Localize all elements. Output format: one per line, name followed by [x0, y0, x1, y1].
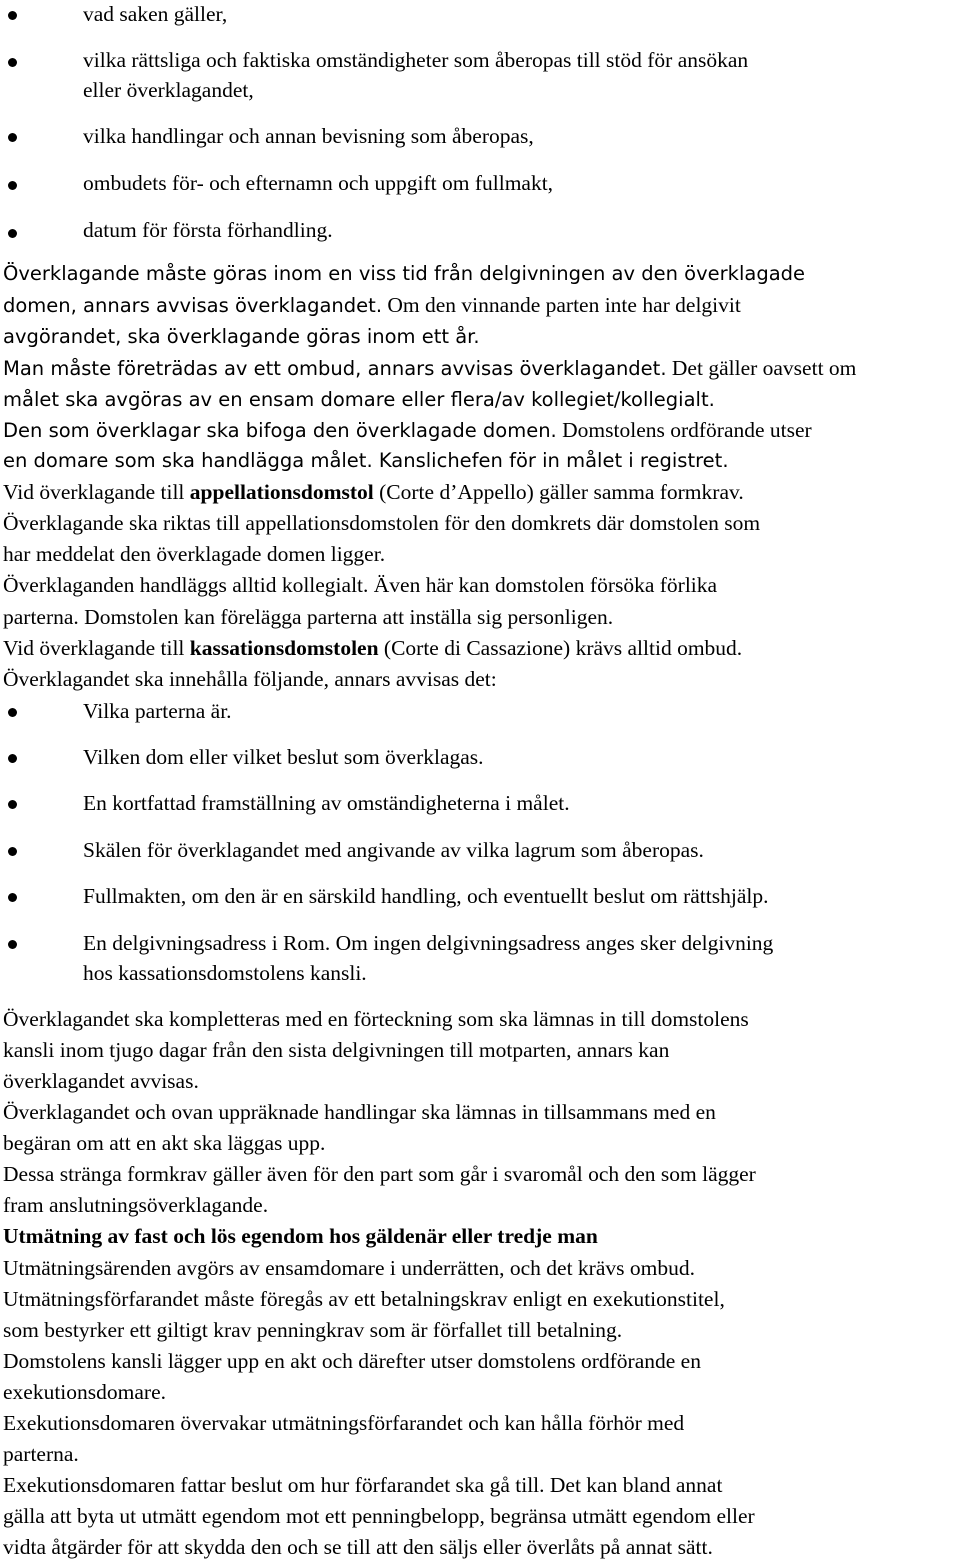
paragraph-line [3, 358, 856, 380]
bold-term: appellationsdomstol [189, 480, 374, 504]
paragraph-line: Exekutionsdomaren fattar beslut om hur förfarandet ska gå till. Det kan bland annat [3, 1473, 723, 1497]
paragraph-line: överklagandet avvisas. [3, 1069, 199, 1093]
paragraph-line [3, 482, 744, 504]
paragraph-line: kansli inom tjugo dagar från den sista delgivningen till motparten, annars kan [3, 1038, 670, 1062]
paragraph-line: som bestyrker ett giltigt krav penningkrav som är förfallet till betalning. [3, 1318, 623, 1342]
list-item-continuation: eller överklagandet, [83, 78, 254, 102]
list-item: vilka rättsliga och faktiska omständigheter som åberopas till stöd för ansökan [83, 48, 749, 72]
list-item: datum för första förhandling. [83, 218, 333, 242]
paragraph-line [3, 638, 742, 660]
text-segment: Man måste företrädas av ett ombud, annars avvisas överklagandet. [3, 357, 667, 380]
bold-term: kassationsdomstolen [189, 636, 379, 660]
bullet-icon [8, 133, 17, 142]
paragraph-line: exekutionsdomare. [3, 1380, 166, 1404]
list-item: En delgivningsadress i Rom. Om ingen delgivningsadress anges sker delgivning [83, 931, 774, 955]
bullet-icon [8, 11, 17, 20]
list-item: Skälen för överklagandet med angivande av vilka lagrum som åberopas. [83, 838, 704, 862]
paragraph-line: Överklagandet och ovan uppräknade handlingar ska lämnas in tillsammans med en [3, 1100, 716, 1124]
paragraph-line: Dessa stränga formkrav gäller även för den part som går i svaromål och den som lägger [3, 1162, 756, 1186]
paragraph-line: gälla att byta ut utmätt egendom mot ett penningbelopp, begränsa utmätt egendom eller [3, 1504, 755, 1528]
bullet-icon [8, 893, 17, 902]
paragraph-line: Överklagande ska riktas till appellationsdomstolen för den domkrets där domstolen som [3, 511, 761, 535]
paragraph-line: Överklagandet ska kompletteras med en förteckning som ska lämnas in till domstolens [3, 1007, 749, 1031]
paragraph-line: vidta åtgärder för att skydda den och se till att den säljs eller överlåts på annat sätt. [3, 1535, 713, 1559]
paragraph-line: Utmätningsärenden avgörs av ensamdomare i underrätten, och det krävs ombud. [3, 1256, 695, 1280]
paragraph-line: avgörandet, ska överklagande göras inom ett år. [3, 325, 480, 348]
bullet-icon [8, 754, 17, 763]
list-item: Vilka parterna är. [83, 699, 232, 723]
text-segment: domen, annars avvisas överklagandet. [3, 294, 383, 317]
bullet-icon [8, 181, 17, 190]
paragraph-line: målet ska avgöras av en ensam domare eller flera/av kollegiet/kollegialt. [3, 388, 715, 411]
section-heading: Utmätning av fast och lös egendom hos gäldenär eller tredje man [3, 1224, 598, 1248]
paragraph-line: Överklagande måste göras inom en viss tid från delgivningen av den överklagade [3, 262, 806, 285]
bullet-icon [8, 708, 17, 717]
list-item: vad saken gäller, [83, 2, 228, 26]
paragraph-line: en domare som ska handlägga målet. Kanslichefen för in målet i registret. [3, 449, 729, 472]
paragraph-line: parterna. Domstolen kan förelägga parterna att inställa sig personligen. [3, 605, 614, 629]
list-item: Vilken dom eller vilket beslut som överklagas. [83, 745, 484, 769]
text-segment: (Corte di Cassazione) krävs alltid ombud. [378, 636, 743, 660]
bullet-icon [8, 940, 17, 949]
paragraph-line: Exekutionsdomaren övervakar utmätningsförfarandet och kan hålla förhör med [3, 1411, 685, 1435]
text-segment: Om den vinnande parten inte har delgivit [387, 293, 741, 317]
text-segment: (Corte d’Appello) gäller samma formkrav. [373, 480, 744, 504]
paragraph-line [3, 295, 741, 317]
text-segment: Det gäller oavsett om [671, 356, 857, 380]
paragraph-line: Överklaganden handläggs alltid kollegialt. Även här kan domstolen försöka förlika [3, 573, 718, 597]
paragraph-line: fram anslutningsöverklagande. [3, 1193, 269, 1217]
text-segment: Vid överklagande till [3, 480, 190, 504]
paragraph-line: parterna. [3, 1442, 79, 1466]
paragraph-line: Domstolens kansli lägger upp en akt och därefter utser domstolens ordförande en [3, 1349, 701, 1373]
list-item-continuation: hos kassationsdomstolens kansli. [83, 961, 367, 985]
bullet-icon [8, 58, 17, 67]
paragraph-line: Utmätningsförfarandet måste föregås av ett betalningskrav enligt en exekutionstitel, [3, 1287, 725, 1311]
list-item: ombudets för- och efternamn och uppgift om fullmakt, [83, 171, 554, 195]
bullet-icon [8, 229, 17, 238]
text-segment: Vid överklagande till [3, 636, 190, 660]
bullet-icon [8, 800, 17, 809]
list-item: En kortfattad framställning av omständigheterna i målet. [83, 791, 570, 815]
list-item: Fullmakten, om den är en särskild handling, och eventuellt beslut om rättshjälp. [83, 884, 769, 908]
text-segment: Den som överklagar ska bifoga den överklagade domen. [3, 419, 557, 442]
paragraph-line: har meddelat den överklagade domen ligger. [3, 542, 386, 566]
paragraph-line: Överklagandet ska innehålla följande, annars avvisas det: [3, 667, 497, 691]
list-item: vilka handlingar och annan bevisning som åberopas, [83, 124, 534, 148]
paragraph-line: begäran om att en akt ska läggas upp. [3, 1131, 326, 1155]
text-segment: Domstolens ordförande utser [562, 418, 812, 442]
paragraph-line [3, 420, 812, 442]
bullet-icon [8, 847, 17, 856]
